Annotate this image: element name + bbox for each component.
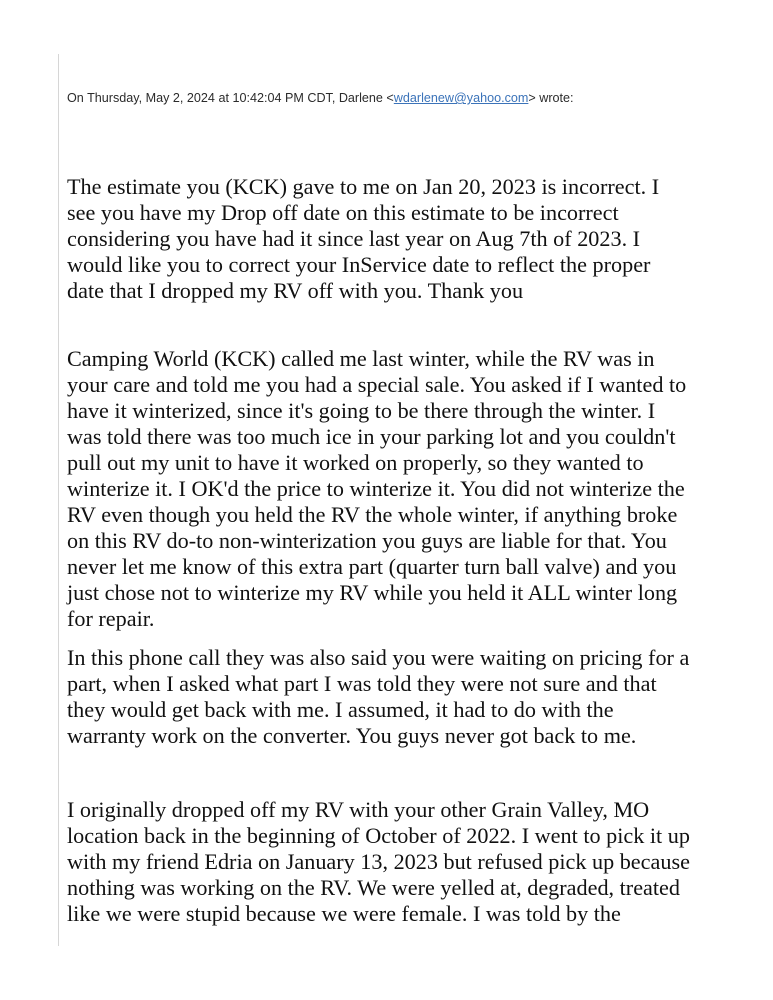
text-line: with my friend Edria on January 13, 2023 but refused pick up because <box>67 849 690 874</box>
text-line: In this phone call they was also said you were waiting on pricing for a <box>67 645 690 670</box>
text-line: was told there was too much ice in your parking lot and you couldn't <box>67 424 676 449</box>
text-line: pull out my unit to have it worked on properly, so they wanted to <box>67 450 644 475</box>
paragraph-winterization <box>67 346 707 632</box>
text-line: nothing was working on the RV. We were yelled at, degraded, treated <box>67 875 680 900</box>
text-line: RV even though you held the RV the whole winter, if anything broke <box>67 502 678 527</box>
paragraph-phone-call <box>67 645 707 749</box>
text-line: part, when I asked what part I was told they were not sure and that <box>67 671 657 696</box>
text-line: date that I dropped my RV off with you. Thank you <box>67 278 524 303</box>
text-line: warranty work on the converter. You guys never got back to me. <box>67 723 637 748</box>
reply-header-suffix: > wrote: <box>528 91 574 105</box>
text-line: never let me know of this extra part (quarter turn ball valve) and you <box>67 554 677 579</box>
text-line: have it winterized, since it's going to be there through the winter. I <box>67 398 656 423</box>
text-line: see you have my Drop off date on this estimate to be incorrect <box>67 200 619 225</box>
paragraph-original-dropoff <box>67 797 707 927</box>
text-line: location back in the beginning of October of 2022. I went to pick it up <box>67 823 690 848</box>
text-line: just chose not to winterize my RV while you held it ALL winter long <box>67 580 678 605</box>
text-line: like we were stupid because we were female. I was told by the <box>67 901 621 926</box>
text-line: I originally dropped off my RV with your other Grain Valley, MO <box>67 797 650 822</box>
reply-header <box>67 91 574 105</box>
quote-divider <box>58 54 59 946</box>
paragraph-estimate <box>67 174 707 304</box>
text-line: your care and told me you had a special sale. You asked if I wanted to <box>67 372 687 397</box>
text-line: for repair. <box>67 606 155 631</box>
text-line: Camping World (KCK) called me last winter, while the RV was in <box>67 346 655 371</box>
text-line: they would get back with me. I assumed, it had to do with the <box>67 697 614 722</box>
text-line: would like you to correct your InService date to reflect the proper <box>67 252 651 277</box>
sender-email-link[interactable]: wdarlenew@yahoo.com <box>393 91 529 105</box>
text-line: The estimate you (KCK) gave to me on Jan 20, 2023 is incorrect. I <box>67 174 660 199</box>
text-line: considering you have had it since last year on Aug 7th of 2023. I <box>67 226 641 251</box>
reply-header-prefix: On Thursday, May 2, 2024 at 10:42:04 PM CDT, Darlene < <box>67 91 394 105</box>
text-line: winterize it. I OK'd the price to winterize it. You did not winterize the <box>67 476 685 501</box>
text-line: on this RV do-to non-winterization you guys are liable for that. You <box>67 528 667 553</box>
